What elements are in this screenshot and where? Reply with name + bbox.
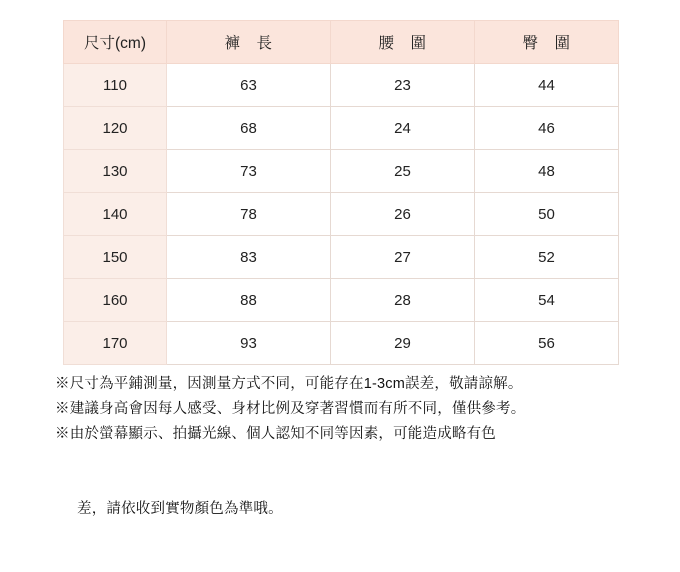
- cell-size: 150: [64, 236, 167, 279]
- table-row: [64, 322, 619, 365]
- note-color-difference-continued: [55, 447, 655, 572]
- cell-pant-length: 83: [167, 236, 331, 279]
- cell-size: 120: [64, 107, 167, 150]
- table-row: [64, 236, 619, 279]
- size-table: [63, 20, 619, 365]
- table-row: [64, 279, 619, 322]
- table-body: [64, 64, 619, 365]
- note-continuation-text: 差，請依收到實物顏色為準哦。: [77, 501, 283, 517]
- notes-section: [55, 372, 655, 572]
- note-height-reference: ※建議身高會因每人感受、身材比例及穿著習慣而有所不同，僅供參考。: [55, 401, 526, 417]
- cell-waist: 26: [331, 193, 475, 236]
- table-row: [64, 107, 619, 150]
- cell-waist: 23: [331, 64, 475, 107]
- column-header-size: 尺寸(cm): [64, 21, 167, 64]
- cell-hip: 48: [475, 150, 619, 193]
- cell-hip: 44: [475, 64, 619, 107]
- cell-waist: 27: [331, 236, 475, 279]
- cell-hip: 54: [475, 279, 619, 322]
- cell-waist: 24: [331, 107, 475, 150]
- cell-size: 170: [64, 322, 167, 365]
- cell-pant-length: 93: [167, 322, 331, 365]
- table-header: [64, 21, 619, 64]
- cell-waist: 28: [331, 279, 475, 322]
- table-row: [64, 150, 619, 193]
- cell-waist: 29: [331, 322, 475, 365]
- cell-hip: 46: [475, 107, 619, 150]
- cell-pant-length: 73: [167, 150, 331, 193]
- cell-hip: 56: [475, 322, 619, 365]
- cell-size: 140: [64, 193, 167, 236]
- table-row: [64, 64, 619, 107]
- table-row: [64, 193, 619, 236]
- cell-pant-length: 78: [167, 193, 331, 236]
- note-color-difference: ※由於螢幕顯示、拍攝光線、個人認知不同等因素，可能造成略有色: [55, 426, 496, 442]
- cell-waist: 25: [331, 150, 475, 193]
- cell-size: 130: [64, 150, 167, 193]
- column-header-waist: 腰 圍: [331, 21, 475, 64]
- note-measurement: ※尺寸為平鋪測量，因測量方式不同，可能存在1-3cm誤差，敬請諒解。: [55, 376, 523, 392]
- cell-pant-length: 63: [167, 64, 331, 107]
- cell-pant-length: 88: [167, 279, 331, 322]
- table-header-row: [64, 21, 619, 64]
- cell-hip: 50: [475, 193, 619, 236]
- column-header-hip: 臀 圍: [475, 21, 619, 64]
- cell-size: 110: [64, 64, 167, 107]
- cell-hip: 52: [475, 236, 619, 279]
- column-header-pant-length: 褲 長: [167, 21, 331, 64]
- cell-pant-length: 68: [167, 107, 331, 150]
- cell-size: 160: [64, 279, 167, 322]
